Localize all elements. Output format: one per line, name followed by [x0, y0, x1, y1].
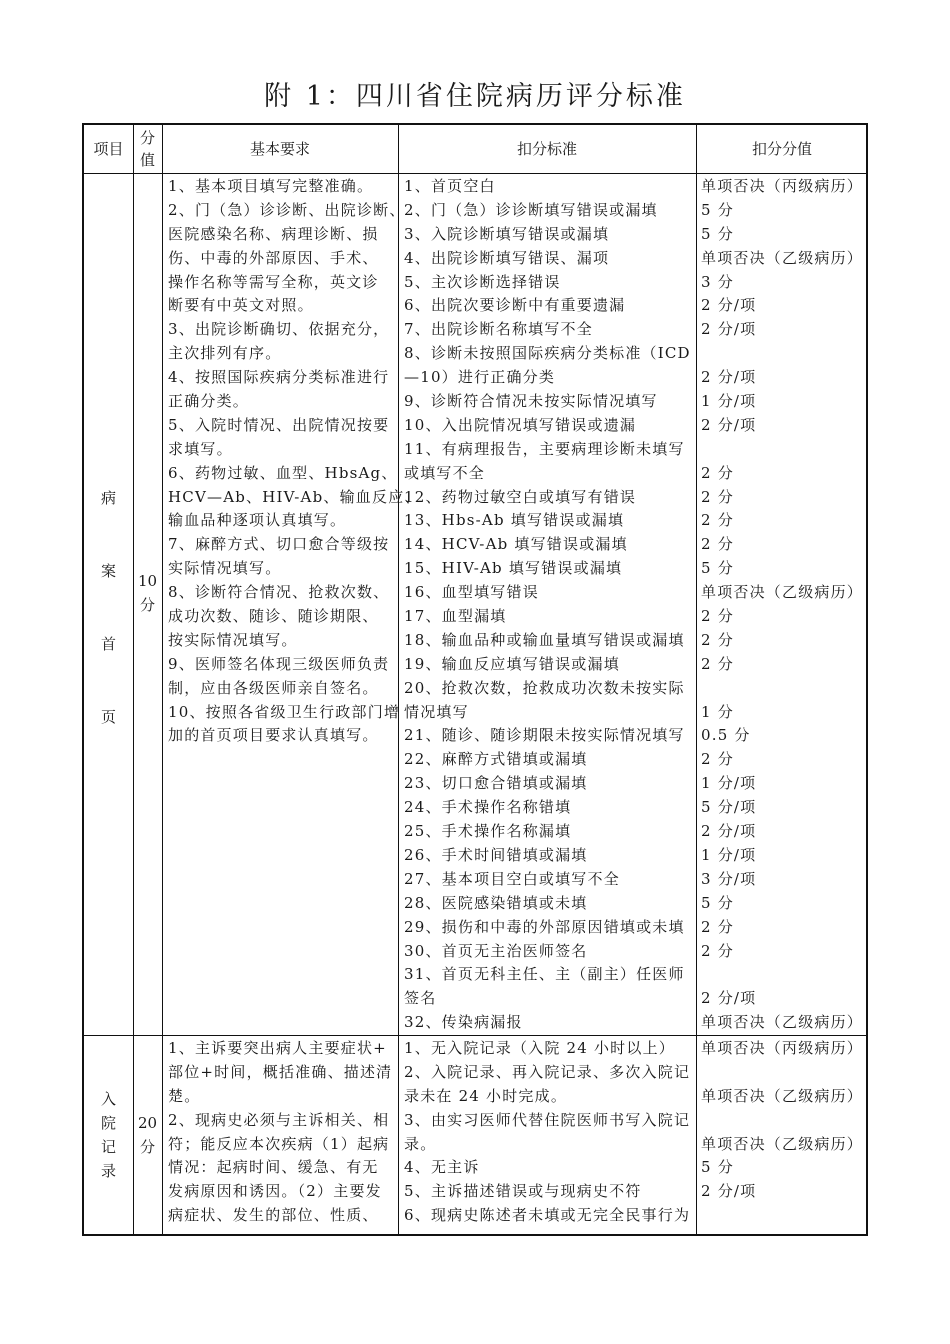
criteria-line: 5、主次诊断选择错误	[404, 272, 561, 291]
criteria-line: 27、基本项目空白或填写不全	[404, 869, 620, 888]
criteria-line: 15、HIV-Ab 填写错误或漏填	[404, 559, 623, 578]
criteria-line: 30、首页无主治医师签名	[404, 941, 588, 960]
criteria-line: —10）进行正确分类	[404, 368, 556, 387]
deduction-line: 2 分/项	[701, 320, 757, 339]
deduction-line: 1 分/项	[701, 392, 757, 411]
criteria-line: 6、出院次要诊断中有重要遗漏	[404, 296, 626, 315]
requirement-line: 8、诊断符合情况、抢救次数、	[168, 583, 390, 602]
criteria-line: 24、手术操作名称错填	[404, 798, 572, 817]
deduction-line	[701, 1061, 863, 1085]
criteria-line: 13、Hbs-Ab 填写错误或漏填	[404, 511, 625, 530]
requirement-line: 实际情况填写。	[168, 559, 282, 578]
requirement-line: 按实际情况填写。	[168, 630, 298, 649]
criteria-line: 或填写不全	[404, 463, 486, 482]
deduction-line: 单项否决（乙级病历）	[701, 1134, 864, 1153]
criteria-line: 2、门（急）诊诊断填写错误或漏填	[404, 200, 658, 219]
criteria-line: 2、入院记录、再入院记录、多次入院记	[404, 1062, 691, 1081]
deduction-line: 2 分/项	[701, 989, 757, 1008]
requirement-line: 成功次数、随诊、随诊期限、	[168, 607, 379, 626]
deduction-line	[701, 342, 863, 366]
section-item-char: 首	[100, 635, 116, 653]
deduction-line: 单项否决（乙级病历）	[701, 248, 864, 267]
section-item-label	[84, 487, 133, 727]
criteria-line: 16、血型填写错误	[404, 583, 539, 602]
section-deductions	[701, 1037, 863, 1228]
deduction-line: 1 分/项	[701, 774, 757, 793]
criteria-line: 1、首页空白	[404, 177, 496, 195]
deduction-line: 2 分/项	[701, 822, 757, 841]
criteria-line: 签名	[404, 989, 437, 1008]
section-item-char: 院	[100, 1114, 116, 1132]
requirement-line: 5、入院时情况、出院情况按要	[168, 415, 390, 434]
criteria-line: 11、有病理报告，主要病理诊断未填写	[404, 439, 685, 458]
section-score	[133, 1111, 162, 1159]
requirement-line: 2、门（急）诊诊断、出院诊断、	[168, 200, 406, 219]
deduction-line: 2 分	[701, 941, 734, 960]
deduction-line	[701, 1109, 863, 1133]
requirement-line: 病症状、发生的部位、性质、	[168, 1206, 379, 1225]
criteria-line: 14、HCV-Ab 填写错误或漏填	[404, 535, 628, 554]
deduction-line: 2 分	[701, 630, 734, 649]
section-item-char: 记	[100, 1138, 116, 1156]
section-score-line: 分	[139, 596, 155, 614]
requirement-line: 9、医师签名体现三级医师负责	[168, 654, 390, 673]
deduction-line: 5 分/项	[701, 798, 757, 817]
criteria-line: 1、无入院记录（入院 24 小时以上）	[404, 1039, 675, 1057]
criteria-line: 情况填写	[404, 702, 469, 721]
criteria-line: 12、药物过敏空白或填写有错误	[404, 487, 637, 506]
deduction-line: 2 分	[701, 535, 734, 554]
criteria-line: 17、血型漏填	[404, 607, 507, 626]
requirement-line: HCV—Ab、HIV-Ab、输血反应、	[168, 487, 421, 506]
scoring-table	[82, 123, 868, 1236]
section-requirements	[168, 175, 421, 748]
requirement-line: 医院感染名称、病理诊断、损	[168, 224, 379, 243]
criteria-line: 录。	[404, 1134, 437, 1153]
criteria-line: 9、诊断符合情况未按实际情况填写	[404, 392, 658, 411]
deduction-line: 1 分/项	[701, 845, 757, 864]
column-divider	[696, 125, 697, 1234]
criteria-line: 18、输血品种或输血量填写错误或漏填	[404, 630, 685, 649]
deduction-line	[701, 438, 863, 462]
requirement-line: 6、药物过敏、血型、HbsAg、	[168, 463, 398, 482]
requirement-line: 10、按照各省级卫生行政部门增	[168, 702, 401, 721]
criteria-line: 28、医院感染错填或未填	[404, 893, 588, 912]
deduction-line: 1 分	[701, 702, 734, 721]
section-deductions	[701, 175, 863, 1035]
deduction-line: 单项否决（乙级病历）	[701, 1086, 864, 1105]
criteria-line: 录未在 24 小时完成。	[404, 1086, 568, 1105]
section-requirements	[168, 1037, 392, 1228]
requirement-line: 楚。	[168, 1086, 201, 1105]
criteria-line: 25、手术操作名称漏填	[404, 822, 572, 841]
deduction-line: 2 分	[701, 487, 734, 506]
requirement-line: 发病原因和诱因。（2）主要发	[168, 1182, 382, 1201]
criteria-line: 20、抢救次数，抢救成功次数未按实际	[404, 678, 685, 697]
deduction-line: 单项否决（乙级病历）	[701, 583, 864, 602]
deduction-line: 2 分	[701, 917, 734, 936]
requirement-line: 1、基本项目填写完整准确。	[168, 177, 374, 195]
deduction-line: 5 分	[701, 559, 734, 578]
column-divider	[133, 125, 134, 1234]
criteria-line: 32、传染病漏报	[404, 1013, 523, 1032]
requirement-line: 断要有中英文对照。	[168, 296, 314, 315]
criteria-line: 6、现病史陈述者未填或无完全民事行为	[404, 1206, 691, 1225]
deduction-line: 2 分/项	[701, 415, 757, 434]
deduction-line: 0.5 分	[701, 726, 751, 745]
criteria-line: 7、出院诊断名称填写不全	[404, 320, 593, 339]
section-item-char: 页	[100, 708, 116, 726]
deduction-line: 5 分	[701, 1158, 734, 1177]
deduction-line: 单项否决（丙级病历）	[701, 1039, 864, 1057]
header-deduction: 扣分分值	[751, 140, 812, 158]
header-requirements: 基本要求	[249, 140, 310, 158]
requirement-line: 主次排列有序。	[168, 344, 282, 363]
requirement-line: 7、麻醉方式、切口愈合等级按	[168, 535, 390, 554]
requirement-line: 加的首页项目要求认真填写。	[168, 726, 379, 745]
requirement-line: 求填写。	[168, 439, 233, 458]
section-item-char: 病	[100, 489, 116, 507]
section-score	[133, 569, 162, 617]
deduction-line: 3 分/项	[701, 869, 757, 888]
header-score: 分值	[139, 129, 155, 169]
requirement-line: 1、主诉要突出病人主要症状+	[168, 1039, 387, 1057]
criteria-line: 10、入出院情况填写错误或遗漏	[404, 415, 637, 434]
deduction-line: 2 分	[701, 607, 734, 626]
deduction-line: 3 分	[701, 272, 734, 291]
header-item: 项目	[93, 140, 124, 158]
criteria-line: 22、麻醉方式错填或漏填	[404, 750, 588, 769]
deduction-line: 2 分	[701, 463, 734, 482]
deduction-line: 2 分/项	[701, 368, 757, 387]
section-item-char: 案	[100, 562, 116, 580]
section-item-char: 录	[100, 1162, 116, 1180]
deduction-line	[701, 677, 863, 701]
criteria-line: 19、输血反应填写错误或漏填	[404, 654, 620, 673]
criteria-line: 21、随诊、随诊期限未按实际情况填写	[404, 726, 685, 745]
criteria-line: 23、切口愈合错填或漏填	[404, 774, 588, 793]
column-divider	[162, 125, 163, 1234]
deduction-line: 2 分/项	[701, 296, 757, 315]
criteria-line: 8、诊断未按照国际疾病分类标准（ICD	[404, 344, 691, 363]
deduction-line: 2 分	[701, 750, 734, 769]
requirement-line: 正确分类。	[168, 392, 250, 411]
deduction-line: 单项否决（丙级病历）	[701, 177, 864, 195]
deduction-line: 5 分	[701, 200, 734, 219]
deduction-line: 2 分/项	[701, 1182, 757, 1201]
deduction-line	[701, 963, 863, 987]
requirement-line: 操作名称等需写全称，英文诊	[168, 272, 379, 291]
deduction-line	[701, 1204, 863, 1228]
requirement-line: 3、出院诊断确切、依据充分，	[168, 320, 390, 339]
criteria-line: 4、出院诊断填写错误、漏项	[404, 248, 610, 267]
requirement-line: 伤、中毒的外部原因、手术、	[168, 248, 379, 267]
requirement-line: 符；能反应本次疾病（1）起病	[168, 1134, 390, 1153]
criteria-line: 5、主诉描述错误或与现病史不符	[404, 1182, 642, 1201]
criteria-line: 29、损伤和中毒的外部原因错填或未填	[404, 917, 685, 936]
requirement-line: 4、按照国际疾病分类标准进行	[168, 368, 390, 387]
section-divider	[84, 1035, 866, 1036]
requirement-line: 部位+时间，概括准确、描述清	[168, 1062, 393, 1081]
section-item-label	[84, 1087, 133, 1183]
deduction-line: 5 分	[701, 893, 734, 912]
criteria-line: 31、首页无科主任、主（副主）任医师	[404, 965, 685, 984]
page-title: 附 1：四川省住院病历评分标准	[264, 81, 686, 112]
section-score-line: 10	[137, 572, 158, 590]
requirement-line: 制，应由各级医师亲自签名。	[168, 678, 379, 697]
section-criteria	[404, 1037, 690, 1228]
requirement-line: 2、现病史必须与主诉相关、相	[168, 1110, 390, 1129]
criteria-line: 26、手术时间错填或漏填	[404, 845, 588, 864]
section-item-char: 入	[100, 1090, 116, 1108]
criteria-line: 3、入院诊断填写错误或漏填	[404, 224, 610, 243]
deduction-line: 单项否决（乙级病历）	[701, 1013, 864, 1032]
criteria-line: 4、无主诉	[404, 1158, 480, 1177]
requirement-line: 输血品种逐项认真填写。	[168, 511, 347, 530]
criteria-line: 3、由实习医师代替住院医师书写入院记	[404, 1110, 691, 1129]
header-divider	[84, 173, 866, 174]
section-criteria	[404, 175, 691, 1035]
requirement-line: 情况：起病时间、缓急、有无	[168, 1158, 379, 1177]
section-score-line: 分	[139, 1138, 155, 1156]
deduction-line: 2 分	[701, 511, 734, 530]
header-criteria: 扣分标准	[516, 140, 577, 158]
deduction-line: 5 分	[701, 224, 734, 243]
deduction-line: 2 分	[701, 654, 734, 673]
section-score-line: 20	[137, 1114, 158, 1132]
